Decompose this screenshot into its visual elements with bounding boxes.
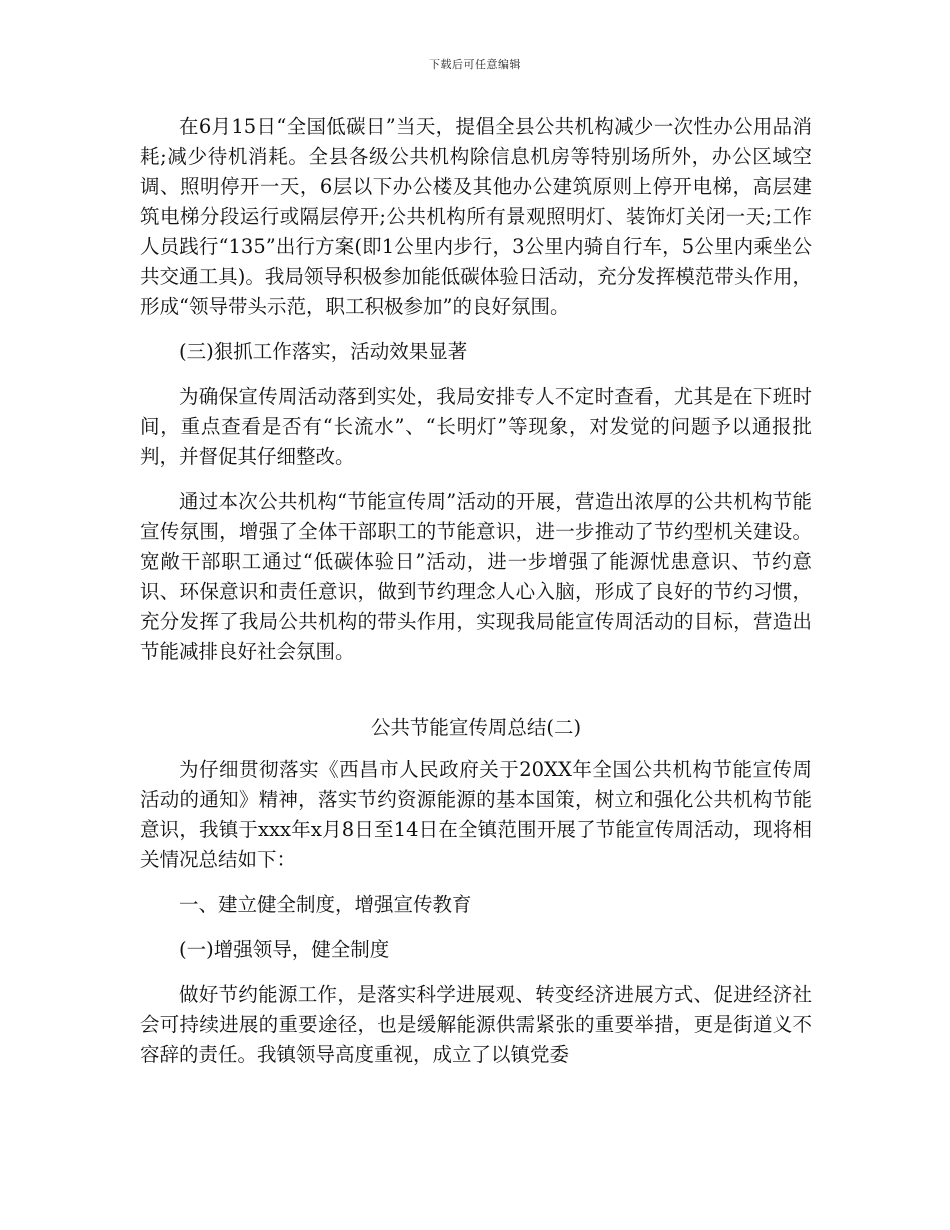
paragraph-results: 通过本次公共机构“节能宣传周”活动的开展，营造出浓厚的公共机构节能宣传氛围，增强了全体干部职工的节能意识，进一步推动了节约型机关建设。宽敞干部职工通过“低碳体验日”活动，进一步增强了能源忧患意识、节约意识、环保意识和责任意识，做到节约理念人心入脑，形成了良好的节约习惯，充分发挥了我局公共机构的带头作用，实现我局能宣传周活动的目标，营造出节能减排良好社会氛围。 bbox=[140, 490, 812, 663]
section-heading-implementation: (三)狠抓工作落实，活动效果显著 bbox=[179, 340, 468, 363]
section-heading-system: 一、建立健全制度，增强宣传教育 bbox=[179, 893, 472, 916]
paragraph-low-carbon-day: 在6月15日“全国低碳日”当天，提倡全县公共机构减少一次性办公用品消耗;减少待机消耗。全县各级公共机构除信息机房等特别场所外，办公区域空调、照明停开一天，6层以下办公楼及其他办公建筑原则上停开电梯，高层建筑电梯分段运行或隔层停开;公共机构所有景观照明灯、装饰灯关闭一天;工作人员践行“135”出行方案(即1公里内步行，3公里内骑自行车，5公里内乘坐公共交通工具)。我局领导积极参加能低碳体验日活动，充分发挥模范带头作用，形成“领导带头示范，职工积极参加”的良好氛围。 bbox=[140, 115, 812, 318]
subsection-heading-leadership: (一)增强领导，健全制度 bbox=[179, 938, 390, 961]
paragraph-inspection: 为确保宣传周活动落到实处，我局安排专人不定时查看，尤其是在下班时间，重点查看是否有“长流水”、“长明灯”等现象，对发觉的问题予以通报批判，并督促其仔细整改。 bbox=[140, 385, 812, 468]
document-title-part-two: 公共节能宣传周总结(二) bbox=[370, 716, 582, 739]
paragraph-intro-part-two: 为仔细贯彻落实《西昌市人民政府关于20XX年全国公共机构节能宣传周活动的通知》精神，落实节约资源能源的基本国策，树立和强化公共机构节能意识，我镇于xxx年x月8日至14日在全镇范围开展了节能宣传周活动，现将相关情况总结如下： bbox=[140, 758, 812, 871]
paragraph-energy-saving: 做好节约能源工作，是落实科学进展观、转变经济进展方式、促进经济社会可持续进展的重要途径，也是缓解能源供需紧张的重要举措，更是街道义不容辞的责任。我镇领导高度重视，成立了以镇党委 bbox=[140, 983, 812, 1066]
document-body bbox=[140, 112, 812, 1085]
page-header: 下载后可任意编辑 bbox=[429, 58, 521, 71]
